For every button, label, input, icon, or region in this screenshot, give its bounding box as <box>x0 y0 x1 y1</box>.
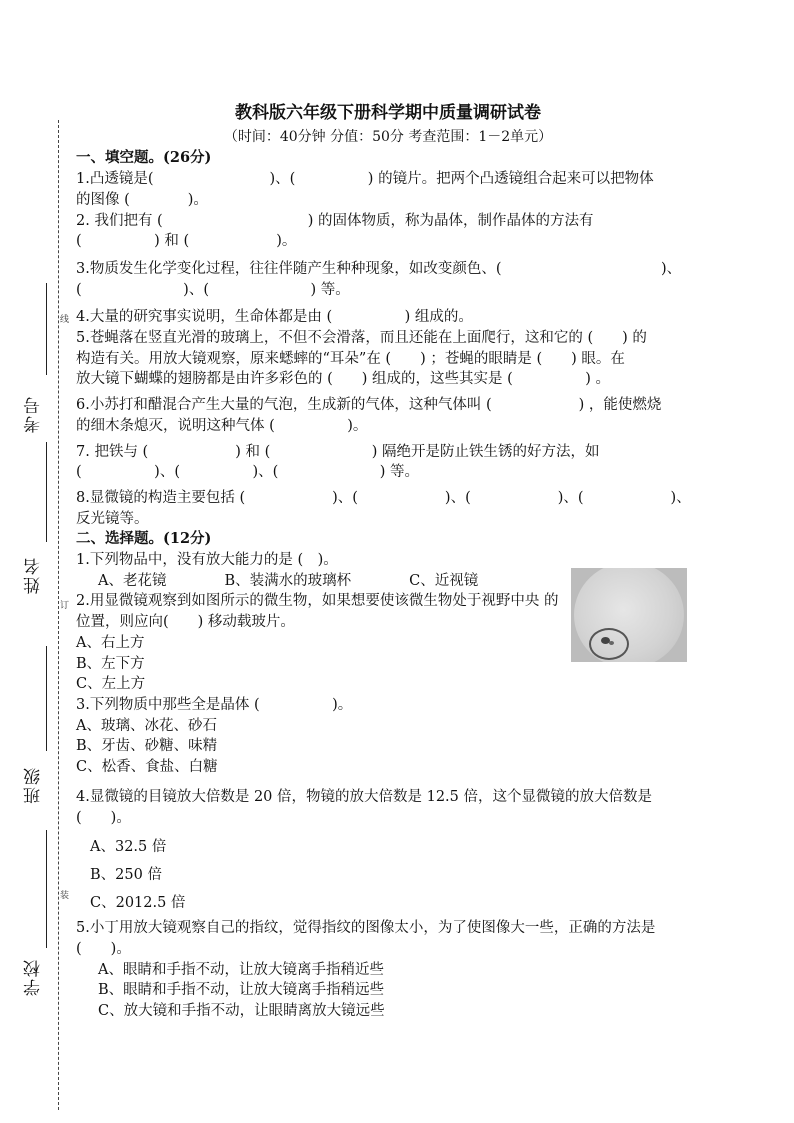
q2-stem: 2.用显微镜观察到如图所示的微生物，如果想要使该微生物处于视野中央 的位置，则应向( ) 移动载玻片。 <box>76 593 559 631</box>
q1-stem: 1.下列物品中，没有放大能力的是 ( )。 <box>76 552 338 569</box>
mark-ding: 订 <box>60 601 70 611</box>
q1-options: A、老花镜 B、装满水的玻璃杯 C、近视镜 <box>98 572 479 589</box>
kaohao-line <box>46 283 47 375</box>
q3-stem: 3.下列物质中那些全是晶体 ( )。 <box>76 696 353 713</box>
s1-line: 放大镜下蝴蝶的翅膀都是由许多彩色的 ( ) 组成的，这些其实是 ( ) 。 <box>76 371 611 388</box>
banji-label: 班级 <box>24 766 44 804</box>
q3-option: A、玻璃、冰花、砂石 <box>76 717 217 734</box>
s1-line: ( )、( ) 等。 <box>76 281 350 298</box>
s1-line: 的细木条熄灭，说明这种气体 ( )。 <box>76 417 368 434</box>
s1-line: 的图像 ( )。 <box>76 191 208 208</box>
s1-line: 反光镜等。 <box>76 510 149 527</box>
exam-subtitle: （时间：40分钟 分值：50分 考查范围：1－2单元） <box>223 128 553 145</box>
kaohao-label: 考号 <box>24 395 44 433</box>
exam-content <box>76 103 700 1022</box>
q2-option: C、左上方 <box>76 676 146 693</box>
q4-option: B、250 倍 <box>90 866 162 883</box>
q5-stem: 5.小丁用放大镜观察自己的指纹，觉得指纹的图像太小，为了使图像大一些，正确的方法是( )。 <box>76 920 656 958</box>
xingming-label: 姓名 <box>24 556 44 594</box>
s1-line: ( ) 和 ( )。 <box>76 233 297 250</box>
exam-title: 教科版六年级下册科学期中质量调研试卷 <box>235 103 541 123</box>
banji-line <box>46 646 47 751</box>
s1-line: 6.小苏打和醋混合产生大量的气泡，生成新的气体，这种气体叫 ( ) ，能使燃烧 <box>76 397 662 414</box>
xuexiao-label: 学校 <box>24 958 44 996</box>
binding-margin <box>0 0 70 1123</box>
s1-line: 1.凸透镜是( )、( ) 的镜片。把两个凸透镜组合起来可以把物体 <box>76 171 654 188</box>
s1-line: 构造有关。用放大镜观察，原来蟋蟀的“耳朵”在 ( ) ；苍蝇的眼睛是 ( ) 眼。在 <box>76 350 625 367</box>
s1-line: 4.大量的研究事实说明，生命体都是由 ( ) 组成的。 <box>76 309 473 326</box>
q5-option: B、眼睛和手指不动，让放大镜离手指稍远些 <box>98 982 385 999</box>
q3-option: B、牙齿、砂糖、味精 <box>76 738 218 755</box>
s1-line: 8.显微镜的构造主要包括 ( )、( )、( )、( )、 <box>76 489 691 506</box>
section2-heading: 二、选择题。(12分) <box>76 530 212 548</box>
xingming-line <box>46 442 47 542</box>
q5-option: C、放大镜和手指不动，让眼睛离放大镜远些 <box>98 1003 385 1020</box>
q3-option: C、松香、食盐、白糖 <box>76 759 218 776</box>
q4-stem: 4.显微镜的目镜放大倍数是 20 倍，物镜的放大倍数是 12.5 倍，这个显微镜的放大倍数是( )。 <box>76 788 653 826</box>
q2-option: B、左下方 <box>76 655 145 672</box>
mark-xian: 线 <box>60 315 70 325</box>
q5-option: A、眼睛和手指不动，让放大镜离手指稍近些 <box>98 961 384 978</box>
q4-option: A、32.5 倍 <box>90 839 167 856</box>
mark-zhuang: 装 <box>60 891 70 901</box>
xuexiao-line <box>46 830 47 948</box>
s1-line: 2. 我们把有 ( ) 的固体物质，称为晶体，制作晶体的方法有 <box>76 212 594 229</box>
s1-line: 3.物质发生化学变化过程，往往伴随产生种种现象，如改变颜色、( )、 <box>76 260 682 277</box>
binding-dashed-line <box>58 120 59 1110</box>
s1-line: 5.苍蝇落在竖直光滑的玻璃上，不但不会滑落，而且还能在上面爬行，这和它的 ( ) 的 <box>76 330 647 347</box>
q4-option: C、2012.5 倍 <box>90 894 186 911</box>
s1-line: ( )、( )、( ) 等。 <box>76 464 420 481</box>
section1-heading: 一、填空题。(26分) <box>76 149 212 167</box>
s1-line: 7. 把铁与 ( ) 和 ( ) 隔绝开是防止铁生锈的好方法，如 <box>76 443 600 460</box>
q2-option: A、右上方 <box>76 634 145 651</box>
